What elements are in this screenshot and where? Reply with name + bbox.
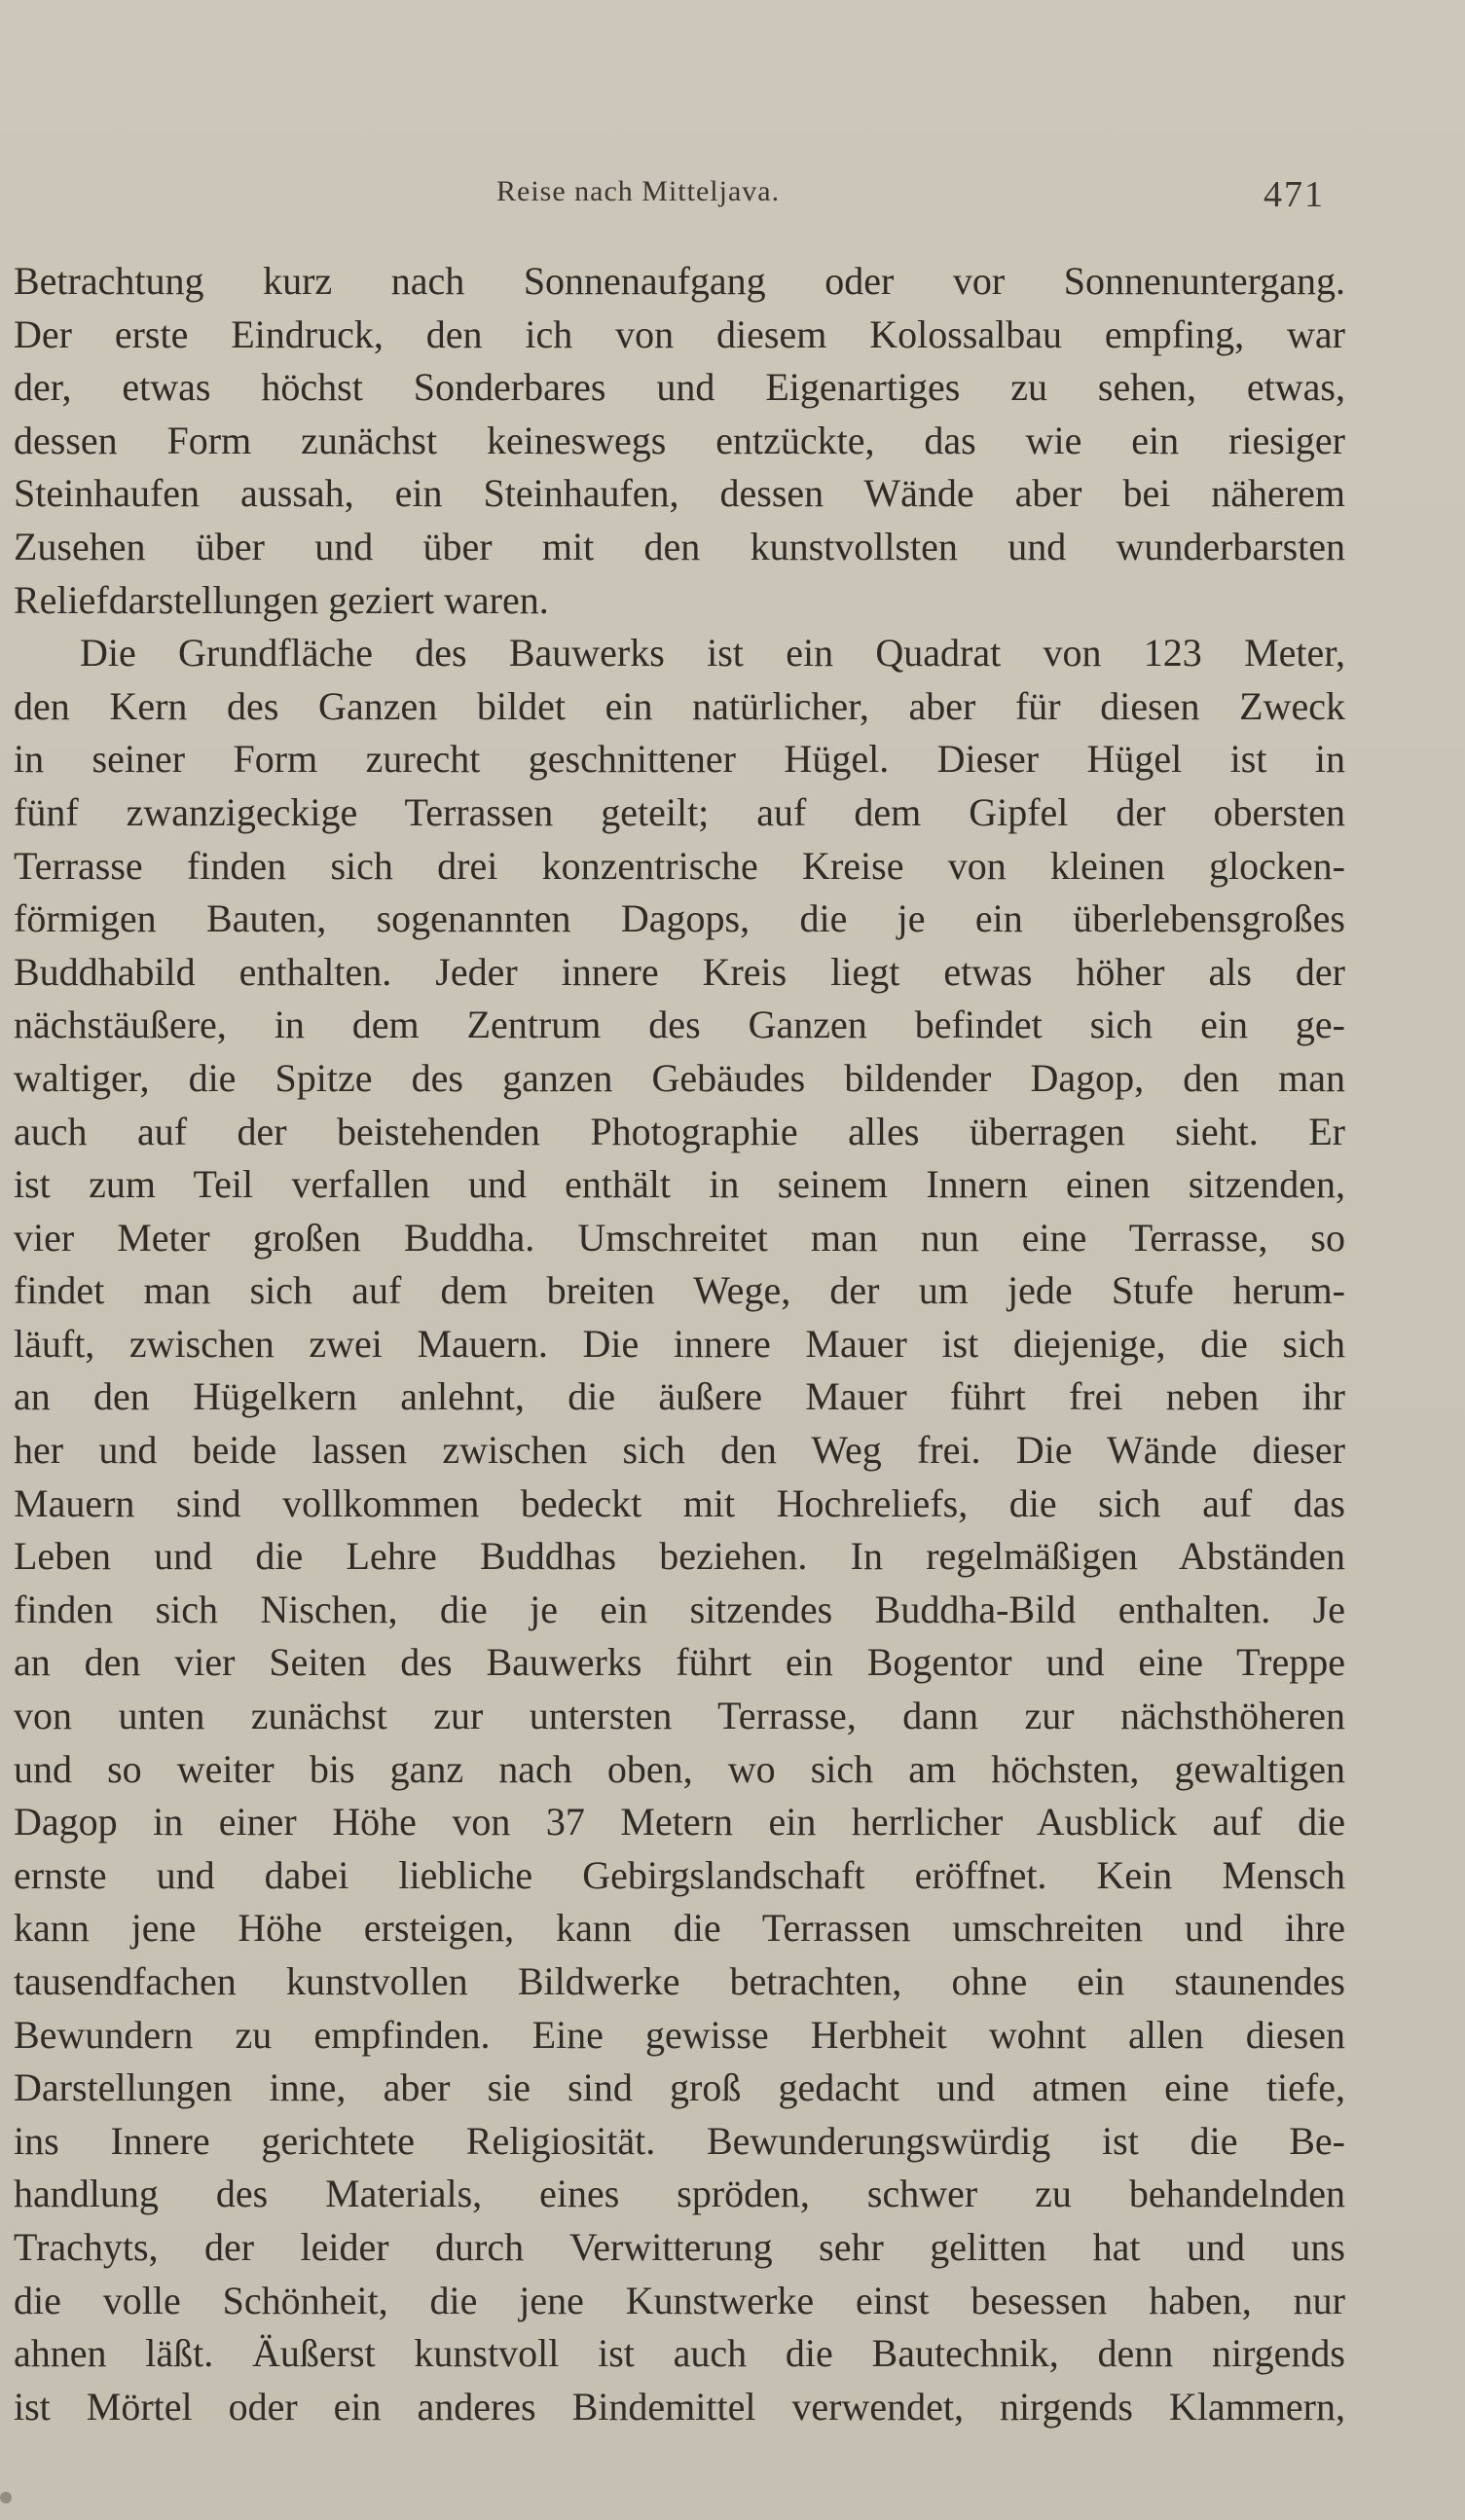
text-line: waltiger, die Spitze des ganzen Gebäudes bildender Dagop, den man — [14, 1055, 1345, 1100]
running-title: Reise nach Mitteljava. — [496, 175, 781, 207]
text-line: Der erste Eindruck, den ich von diesem Kolossalbau empfing, war — [14, 311, 1345, 356]
text-line: Betrachtung kurz nach Sonnenaufgang oder vor Sonnenuntergang. — [14, 259, 1345, 303]
text-line: an den Hügelkern anlehnt, die äußere Mauer führt frei neben ihr — [14, 1374, 1345, 1419]
text-line: Darstellungen inne, aber sie sind groß gedacht und atmen eine tiefe, — [14, 2065, 1345, 2110]
text-line: tausendfachen kunstvollen Bildwerke betrachten, ohne ein staunendes — [14, 1959, 1345, 2003]
text-line: den Kern des Ganzen bildet ein natürlicher, aber für diesen Zweck — [14, 683, 1345, 728]
text-line: Bewundern zu empfinden. Eine gewisse Herbheit wohnt allen diesen — [14, 2012, 1345, 2057]
text-line: vier Meter großen Buddha. Umschreitet man nun eine Terrasse, so — [14, 1215, 1345, 1260]
text-line: ist zum Teil verfallen und enthält in seinem Innern einen sitzenden, — [14, 1162, 1345, 1207]
running-header — [0, 175, 1465, 224]
text-line: her und beide lassen zwischen sich den Weg frei. Die Wände dieser — [14, 1428, 1345, 1473]
text-line: Trachyts, der leider durch Verwitterung sehr gelitten hat und uns — [14, 2224, 1345, 2269]
text-line: förmigen Bauten, sogenannten Dagops, die je ein überlebensgroßes — [14, 896, 1345, 941]
text-line: Terrasse finden sich drei konzentrische Kreise von kleinen glocken- — [14, 843, 1345, 888]
page-number: 471 — [1264, 174, 1325, 215]
text-line: dessen Form zunächst keineswegs entzückte, das wie ein riesiger — [14, 418, 1345, 462]
text-line: und so weiter bis ganz nach oben, wo sich am höchsten, gewaltigen — [14, 1746, 1345, 1791]
text-line: Dagop in einer Höhe von 37 Metern ein herrlicher Ausblick auf die — [14, 1800, 1345, 1844]
text-line: in seiner Form zurecht geschnittener Hügel. Dieser Hügel ist in — [14, 737, 1345, 782]
text-line: kann jene Höhe ersteigen, kann die Terrassen umschreiten und ihre — [14, 1906, 1345, 1951]
text-line: auch auf der beistehenden Photographie alles überragen sieht. Er — [14, 1109, 1345, 1153]
text-line: Buddhabild enthalten. Jeder innere Kreis liegt etwas höher als der — [14, 949, 1345, 994]
text-line: Mauern sind vollkommen bedeckt mit Hochreliefs, die sich auf das — [14, 1480, 1345, 1525]
paragraph-start-line: Die Grundfläche des Bauwerks ist ein Quadrat von 123 Meter, — [80, 631, 1345, 676]
text-line: Steinhaufen aussah, ein Steinhaufen, dessen Wände aber bei näherem — [14, 471, 1345, 516]
text-line: handlung des Materials, eines spröden, schwer zu behandelnden — [14, 2172, 1345, 2216]
text-line: läuft, zwischen zwei Mauern. Die innere Mauer ist diejenige, die sich — [14, 1321, 1345, 1366]
text-line: die volle Schönheit, die jene Kunstwerke einst besessen haben, nur — [14, 2278, 1345, 2322]
body-text — [14, 255, 1345, 2433]
text-line: ahnen läßt. Äußerst kunstvoll ist auch die Bautechnik, denn nirgends — [14, 2331, 1345, 2376]
text-line: findet man sich auf dem breiten Wege, der um jede Stufe herum- — [14, 1268, 1345, 1313]
text-line: von unten zunächst zur untersten Terrasse, dann zur nächsthöheren — [14, 1694, 1345, 1738]
text-line: nächstäußere, in dem Zentrum des Ganzen befindet sich ein ge- — [14, 1003, 1345, 1047]
text-line: der, etwas höchst Sonderbares und Eigenartiges zu sehen, etwas, — [14, 365, 1345, 410]
text-line: ist Mörtel oder ein anderes Bindemittel verwendet, nirgends Klammern, — [14, 2384, 1345, 2429]
text-line: an den vier Seiten des Bauwerks führt ein Bogentor und eine Treppe — [14, 1640, 1345, 1685]
text-line: Leben und die Lehre Buddhas beziehen. In regelmäßigen Abständen — [14, 1534, 1345, 1579]
text-line: Reliefdarstellungen geziert waren. — [14, 577, 549, 622]
text-line: Zusehen über und über mit den kunstvollsten und wunderbarsten — [14, 524, 1345, 568]
scan-speck — [0, 2492, 12, 2503]
text-line: finden sich Nischen, die je ein sitzendes Buddha-Bild enthalten. Je — [14, 1587, 1345, 1631]
text-line: ernste und dabei liebliche Gebirgslandschaft eröffnet. Kein Mensch — [14, 1852, 1345, 1897]
text-line: fünf zwanzigeckige Terrassen geteilt; auf dem Gipfel der obersten — [14, 789, 1345, 834]
text-line: ins Innere gerichtete Religiosität. Bewunderungswürdig ist die Be- — [14, 2118, 1345, 2163]
